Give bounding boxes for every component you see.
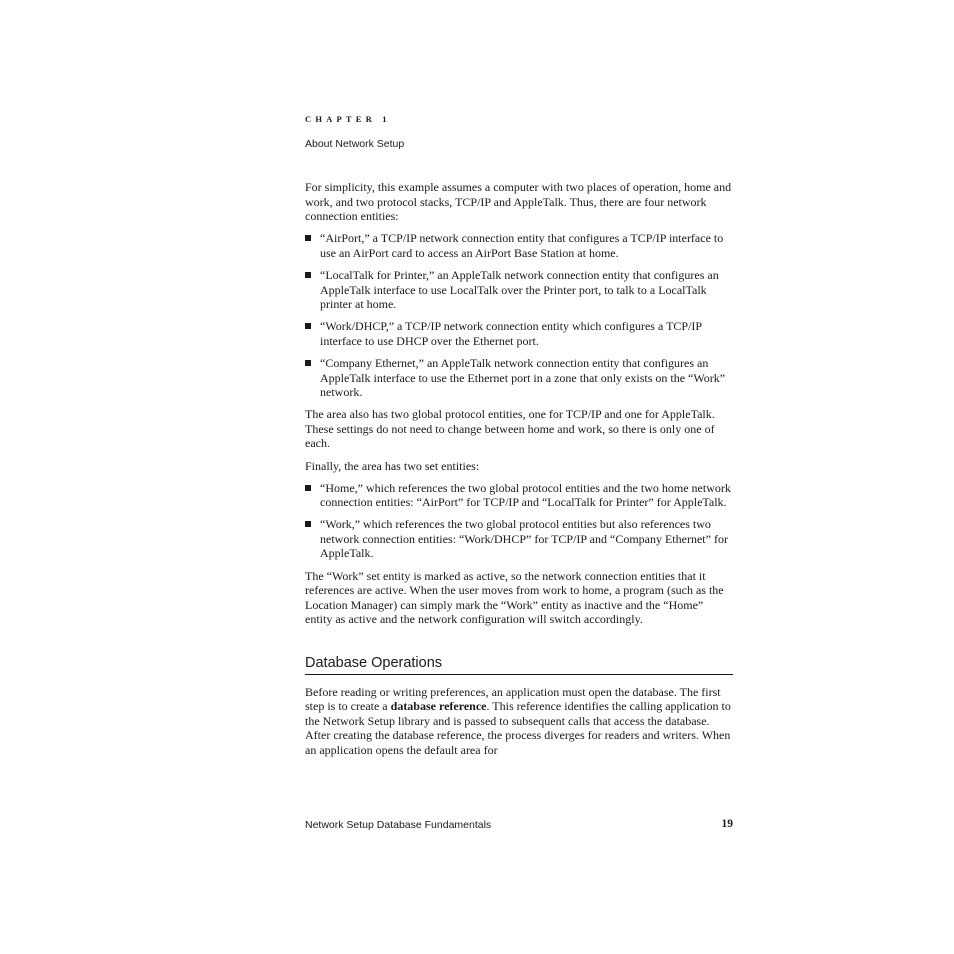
list-item: “AirPort,” a TCP/IP network connection entity that configures a TCP/IP interface to use an AirPort card to access an AirPort Base Station at home. — [305, 231, 733, 260]
bullet-square-icon — [305, 485, 311, 491]
page-number: 19 — [721, 818, 733, 830]
list-item: “Work,” which references the two global protocol entities but also references two network connection entities: “Work/DHCP” for TCP/IP and “Company Ethernet” for AppleTalk. — [305, 517, 733, 561]
bullet-square-icon — [305, 521, 311, 527]
running-title: About Network Setup — [305, 138, 405, 150]
chapter-label: CHAPTER 1 — [305, 114, 391, 124]
document-page — [305, 0, 733, 954]
list-item: “Company Ethernet,” an AppleTalk network connection entity that configures an AppleTalk interface to use the Ethernet port in a zone that only exists on the “Work” network. — [305, 356, 733, 400]
list-item: “LocalTalk for Printer,” an AppleTalk network connection entity that configures an AppleTalk interface to use LocalTalk over the Printer port, to talk to a LocalTalk printer at home. — [305, 268, 733, 312]
bullet-square-icon — [305, 272, 311, 278]
footer-title: Network Setup Database Fundamentals — [305, 819, 492, 831]
body-text — [305, 180, 733, 765]
set-intro-paragraph: Finally, the area has two set entities: — [305, 458, 480, 473]
list-item: “Home,” which references the two global protocol entities and the two home network connection entities: “AirPort” for TCP/IP and “LocalTalk for Printer” for AppleTalk. — [305, 481, 733, 510]
database-reference-term: database reference — [390, 699, 487, 714]
global-protocol-paragraph: The area also has two global protocol entities, one for TCP/IP and one for AppleTalk. These settings do not need to change between home and work, so there is only one of each. — [305, 407, 715, 451]
set-list — [305, 481, 733, 561]
list-item: “Work/DHCP,” a TCP/IP network connection entity which configures a TCP/IP interface to use DHCP over the Ethernet port. — [305, 319, 733, 348]
section-heading: Database Operations — [305, 656, 733, 675]
intro-paragraph: For simplicity, this example assumes a computer with two places of operation, home and work, and two protocol stacks, TCP/IP and AppleTalk. Thus, there are four network connection entities: — [305, 180, 732, 224]
database-paragraph: Before reading or writing preferences, an application must open the database. The first step is to create a database reference. This reference identifies the calling application to the Network Setup library and is passed to subsequent calls that access the database. After creating the database reference, the process diverges for readers and writers. When an application opens the default area for — [305, 684, 731, 757]
active-paragraph: The “Work” set entity is marked as active, so the network connection entities that it references are active. When the user moves from work to home, a program (such as the Location Manager) can simply mark the “Work” entity as inactive and the “Home” entity as active and the network configuration will switch accordingly. — [305, 568, 724, 627]
bullet-square-icon — [305, 235, 311, 241]
entity-list — [305, 231, 733, 399]
bullet-square-icon — [305, 323, 311, 329]
bullet-square-icon — [305, 360, 311, 366]
